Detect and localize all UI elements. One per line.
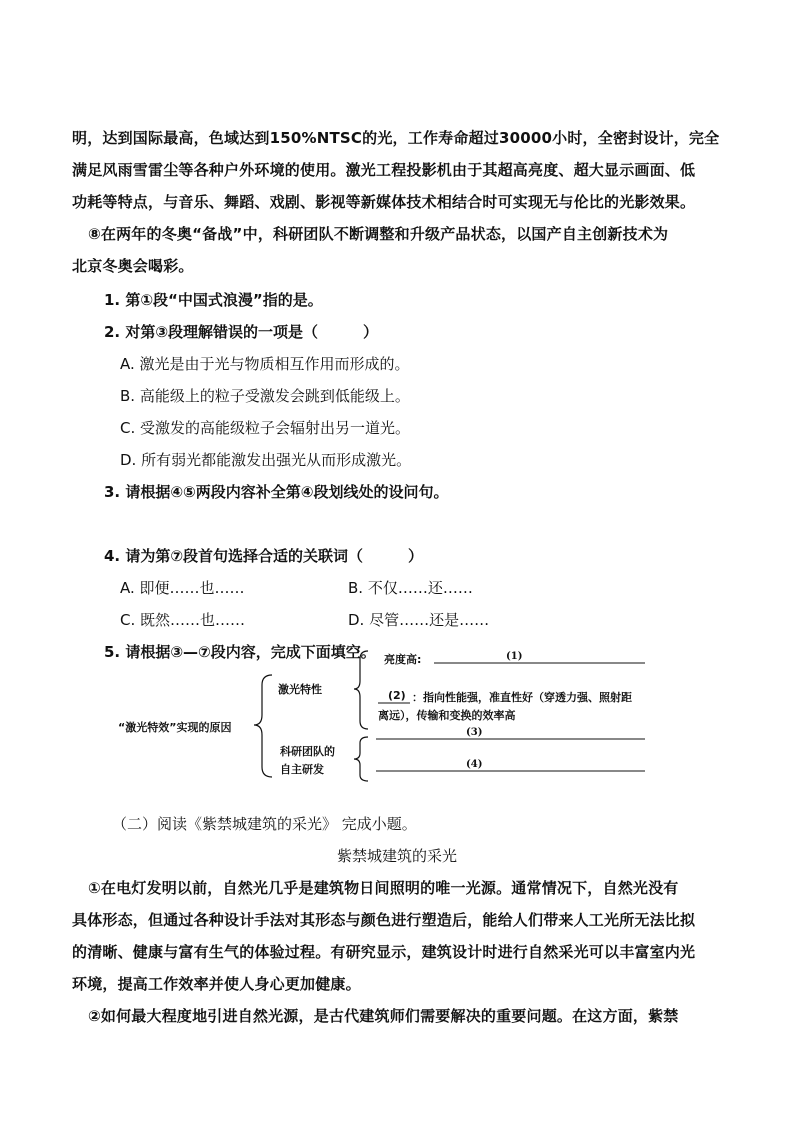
- question-2: 2. 对第③段理解错误的一项是（ ）: [104, 323, 379, 341]
- branch-research-line1: 科研团队的: [280, 745, 335, 758]
- blank-4: (4): [466, 759, 483, 770]
- option-d: D. 所有弱光都能激发出强光从而形成激光。: [120, 451, 412, 469]
- option-a: A. 即便……也……: [120, 579, 245, 597]
- passage-line: ①在电灯发明以前，自然光几乎是建筑物日间照明的唯一光源。通常情况下，自然光没有: [88, 879, 679, 897]
- section-heading: （二）阅读《紫禁城建筑的采光》 完成小题。: [112, 815, 417, 833]
- blank-3: (3): [466, 727, 483, 738]
- blank-1: (1): [506, 651, 523, 662]
- option-c: C. 受激发的高能级粒子会辐射出另一道光。: [120, 419, 411, 437]
- option-a: A. 激光是由于光与物质相互作用而形成的。: [120, 355, 410, 373]
- question-4: 4. 请为第⑦段首句选择合适的关联词（ ）: [104, 547, 424, 565]
- property-text-line2: 离远），传输和变换的效率高: [378, 709, 516, 722]
- option-c: C. 既然……也……: [120, 611, 246, 629]
- passage-line: 功耗等特点，与音乐、舞蹈、戏剧、影视等新媒体技术相结合时可实现无与伦比的光影效果。: [72, 193, 696, 211]
- passage-line: 的清晰、健康与富有生气的体验过程。有研究显示，建筑设计时进行自然采光可以丰富室内光: [72, 943, 696, 961]
- question-3: 3. 请根据④⑤两段内容补全第④段划线处的设问句。: [104, 483, 449, 501]
- passage-line: ⑧在两年的冬奥“备战”中，科研团队不断调整和升级产品状态，以国产自主创新技术为: [88, 225, 669, 243]
- passage-line: 满足风雨雪雷尘等各种户外环境的使用。激光工程投影机由于其超高亮度、超大显示画面、低: [72, 161, 696, 179]
- article-title: 紫禁城建筑的采光: [336, 847, 457, 865]
- passage-line: 北京冬奥会喝彩。: [72, 257, 194, 275]
- diagram-root: “激光特效”实现的原因: [118, 721, 232, 734]
- option-d: D. 尽管……还是……: [348, 611, 490, 629]
- passage-line: 具体形态，但通过各种设计手法对其形态与颜色进行塑造后，能给人们带来人工光所无法比拟: [72, 911, 696, 929]
- blank-2: (2): [388, 689, 406, 702]
- passage-line: 明，达到国际最高，色域达到150%NTSC的光，工作寿命超过30000小时，全密封设计，完全: [72, 129, 720, 147]
- option-b: B. 高能级上的粒子受激发会跳到低能级上。: [120, 387, 410, 405]
- question-5: 5. 请根据③—⑦段内容，完成下面填空。: [104, 643, 376, 661]
- option-b: B. 不仅……还……: [348, 579, 473, 597]
- question-1: 1. 第①段“中国式浪漫”指的是。: [104, 291, 323, 309]
- branch-laser-properties: 激光特性: [278, 683, 322, 696]
- passage-line: 环境，提高工作效率并使人身心更加健康。: [72, 975, 361, 993]
- branch-research-line2: 自主研发: [280, 763, 324, 776]
- passage-line: ②如何最大程度地引进自然光源，是古代建筑师们需要解决的重要问题。在这方面，紫禁: [88, 1007, 679, 1025]
- structure-diagram: [110, 645, 670, 785]
- property-text-line1: ：指向性能强，准直性好（穿透力强、照射距: [412, 691, 632, 704]
- brightness-label: 亮度高:: [384, 653, 422, 666]
